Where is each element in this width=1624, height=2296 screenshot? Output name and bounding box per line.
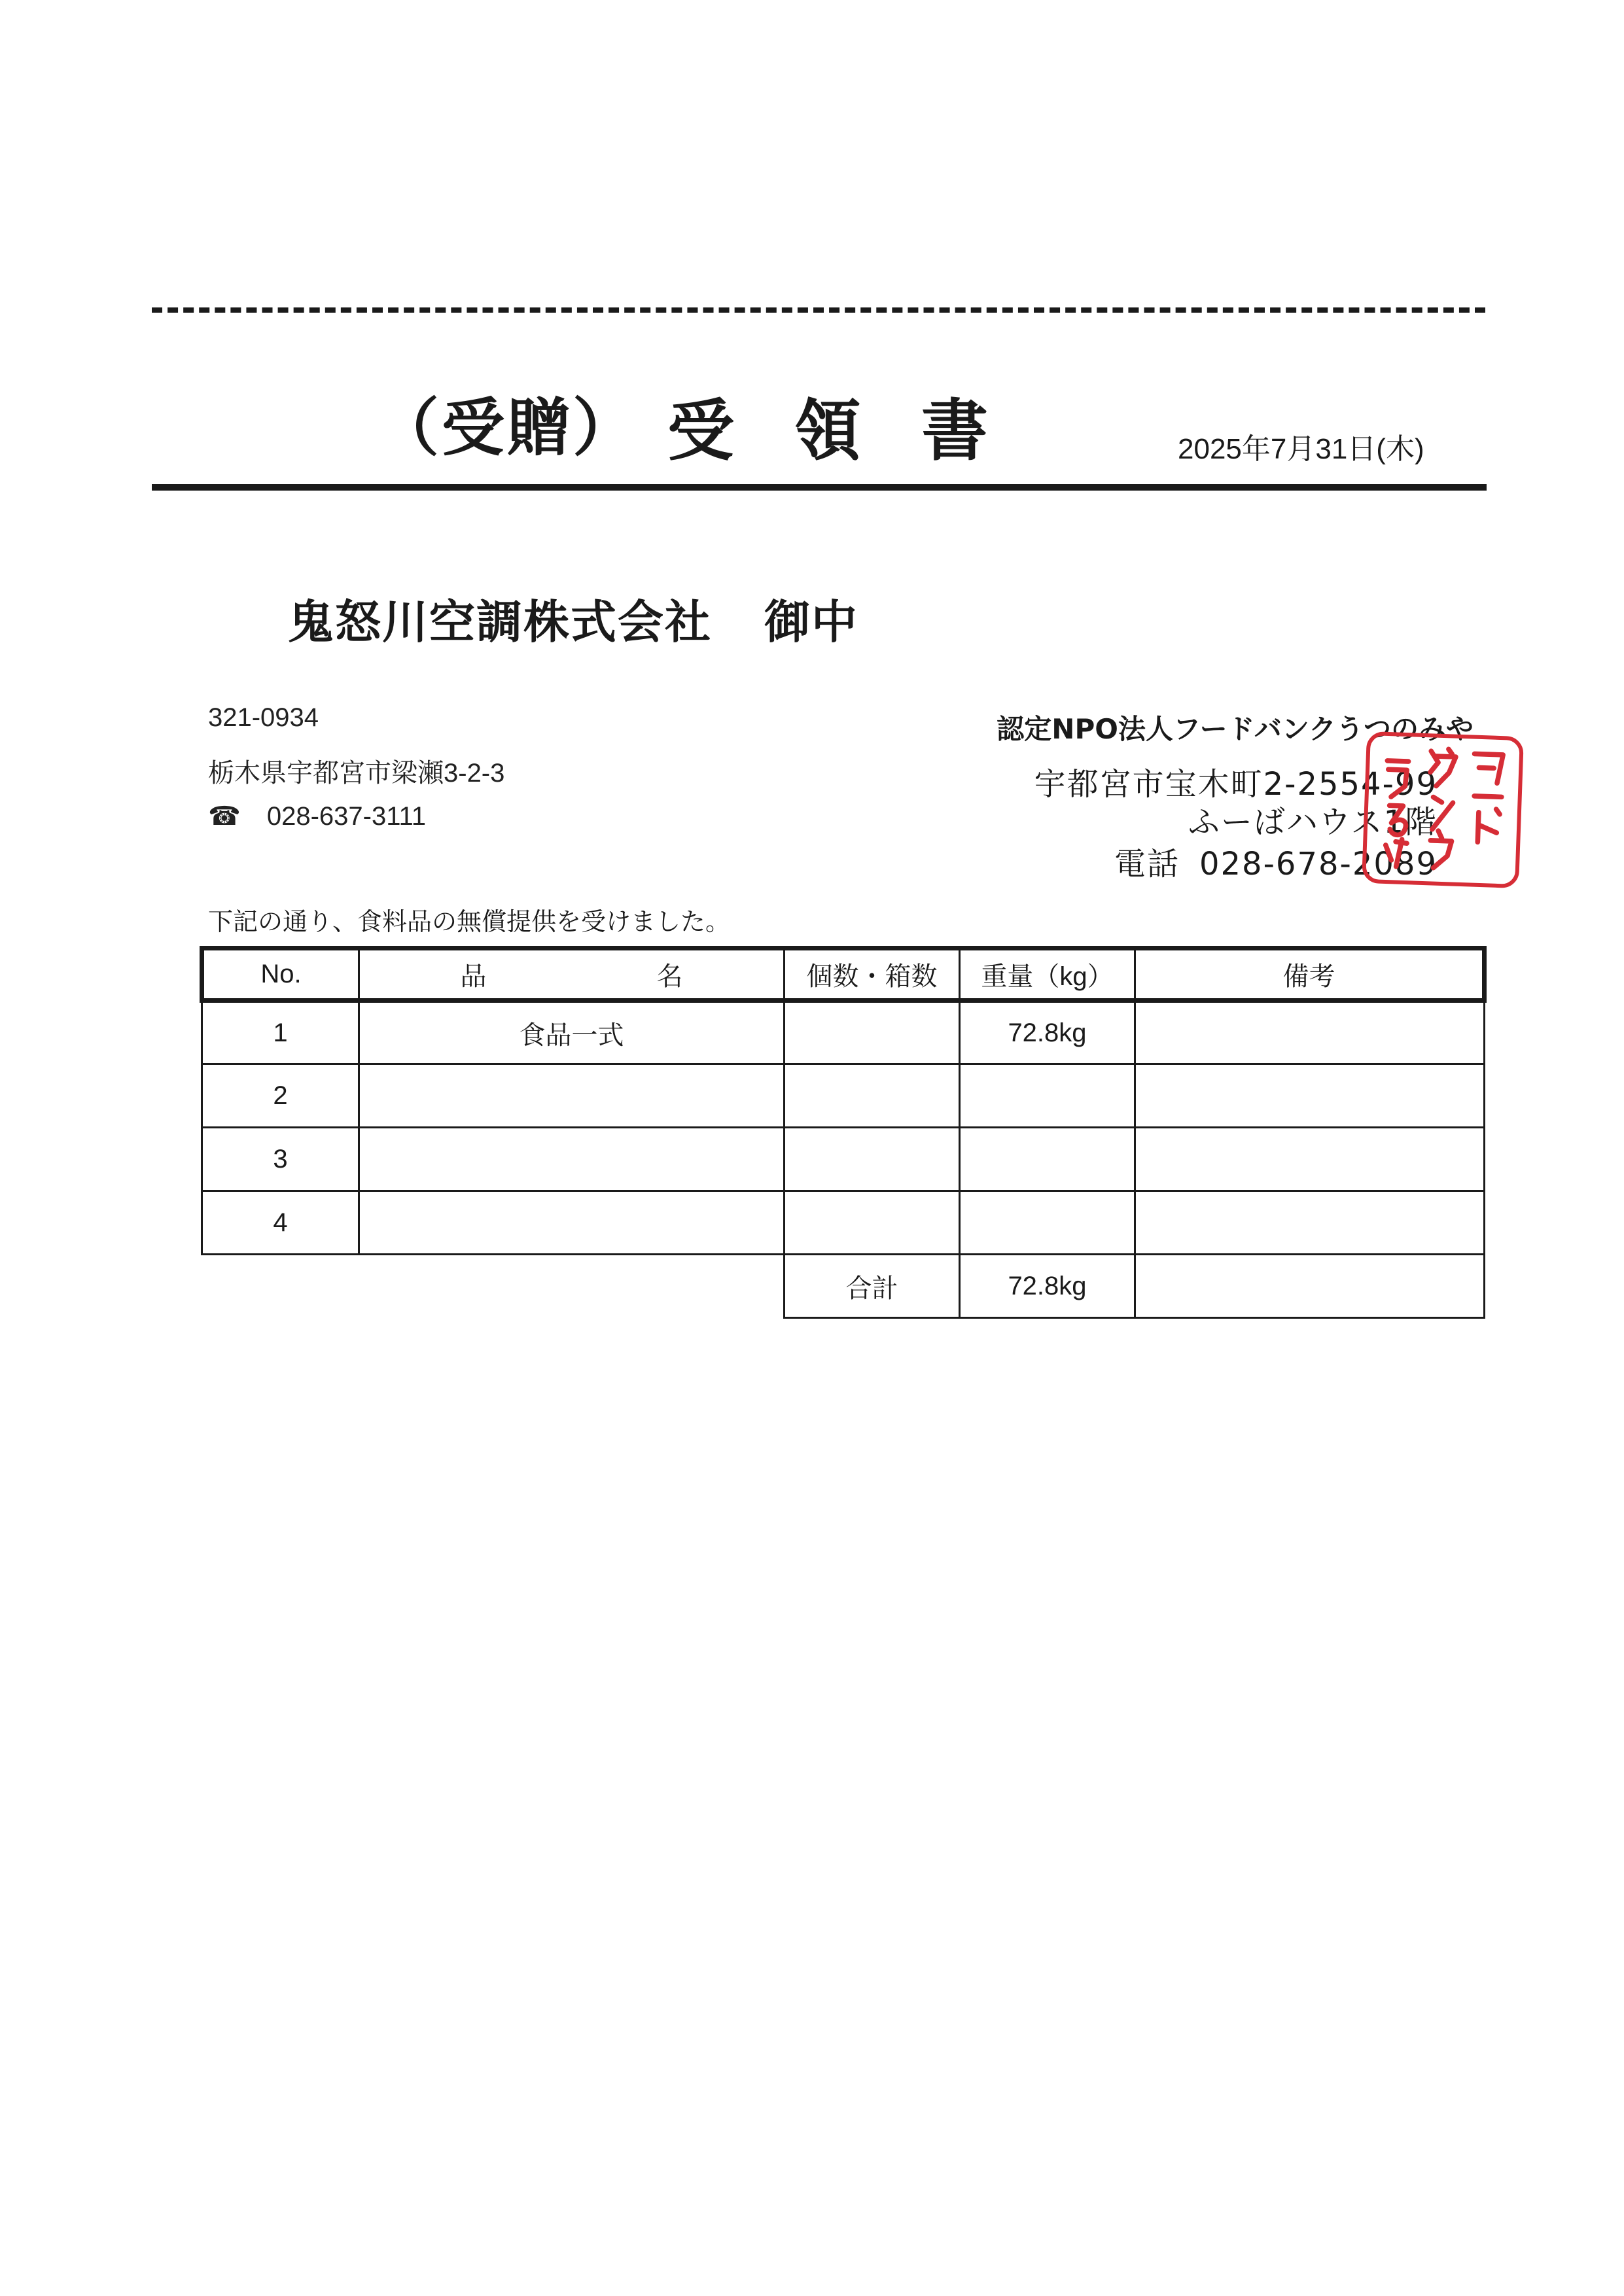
recipient-honorific: 御中 [764,595,858,649]
table-row [202,1191,1485,1255]
document-title: 受領書 [667,392,1048,470]
cut-line [152,307,1485,313]
total-row [202,1255,1485,1318]
row-no: 4 [202,1191,359,1255]
row-weight [960,1191,1135,1255]
row-quantity [785,1064,960,1128]
header-weight: 重量（kg） [960,948,1135,1001]
total-remarks [1135,1255,1485,1318]
header-no: No. [202,948,359,1001]
document-title-prefix: （受贈） [376,391,638,464]
issue-date: 2025年7月31日(木) [1178,433,1424,465]
row-weight [960,1128,1135,1191]
header-quantity: 個数・箱数 [785,948,960,1001]
row-remarks [1135,1128,1485,1191]
row-no: 3 [202,1128,359,1191]
recipient-address: 栃木県宇都宮市梁瀬3-2-3 [208,759,505,788]
row-quantity [785,1001,960,1064]
row-item-name [359,1128,785,1191]
table-row [202,1128,1485,1191]
total-weight: 72.8kg [960,1255,1135,1318]
row-weight: 72.8kg [960,1001,1135,1064]
row-remarks [1135,1191,1485,1255]
recipient-phone: 028-637-3111 [266,801,426,831]
row-remarks [1135,1001,1485,1064]
recipient-name: 鬼怒川空調株式会社 [288,595,712,649]
total-spacer [359,1255,785,1318]
issuer-phone: 028-678-2089 [1199,846,1438,882]
row-item-name: 食品一式 [359,1001,785,1064]
recipient-heading [288,585,858,652]
issuer-address-line1: 宇都宮市宝木町2-2554-99 [1034,766,1438,803]
issuer-org-name: 認定NPO法人フードバンクうつのみや [997,713,1474,745]
total-label: 合計 [785,1255,960,1318]
row-quantity [785,1191,960,1255]
row-quantity [785,1128,960,1191]
header-remarks: 備考 [1135,948,1485,1001]
table-row [202,1064,1485,1128]
issuer-phone-label: 電話 [1114,846,1180,882]
issuer-address-line2: ふーばハウス1階 [1188,804,1438,841]
row-no: 2 [202,1064,359,1128]
header-item-name: 品 名 [359,948,785,1001]
row-remarks [1135,1064,1485,1128]
title-rule [152,484,1487,491]
statement-text: 下記の通り、食料品の無償提供を受けました。 [208,907,731,936]
telephone-icon: ☎ [208,802,241,831]
table-row [202,1001,1485,1064]
table-header-row [202,948,1485,1001]
row-item-name [359,1191,785,1255]
row-no: 1 [202,1001,359,1064]
total-spacer [202,1255,359,1318]
items-table [200,946,1487,1319]
recipient-phone-row [208,801,426,831]
row-item-name [359,1064,785,1128]
recipient-postal-code: 321-0934 [208,703,319,732]
row-weight [960,1064,1135,1128]
organization-seal [1362,731,1524,888]
